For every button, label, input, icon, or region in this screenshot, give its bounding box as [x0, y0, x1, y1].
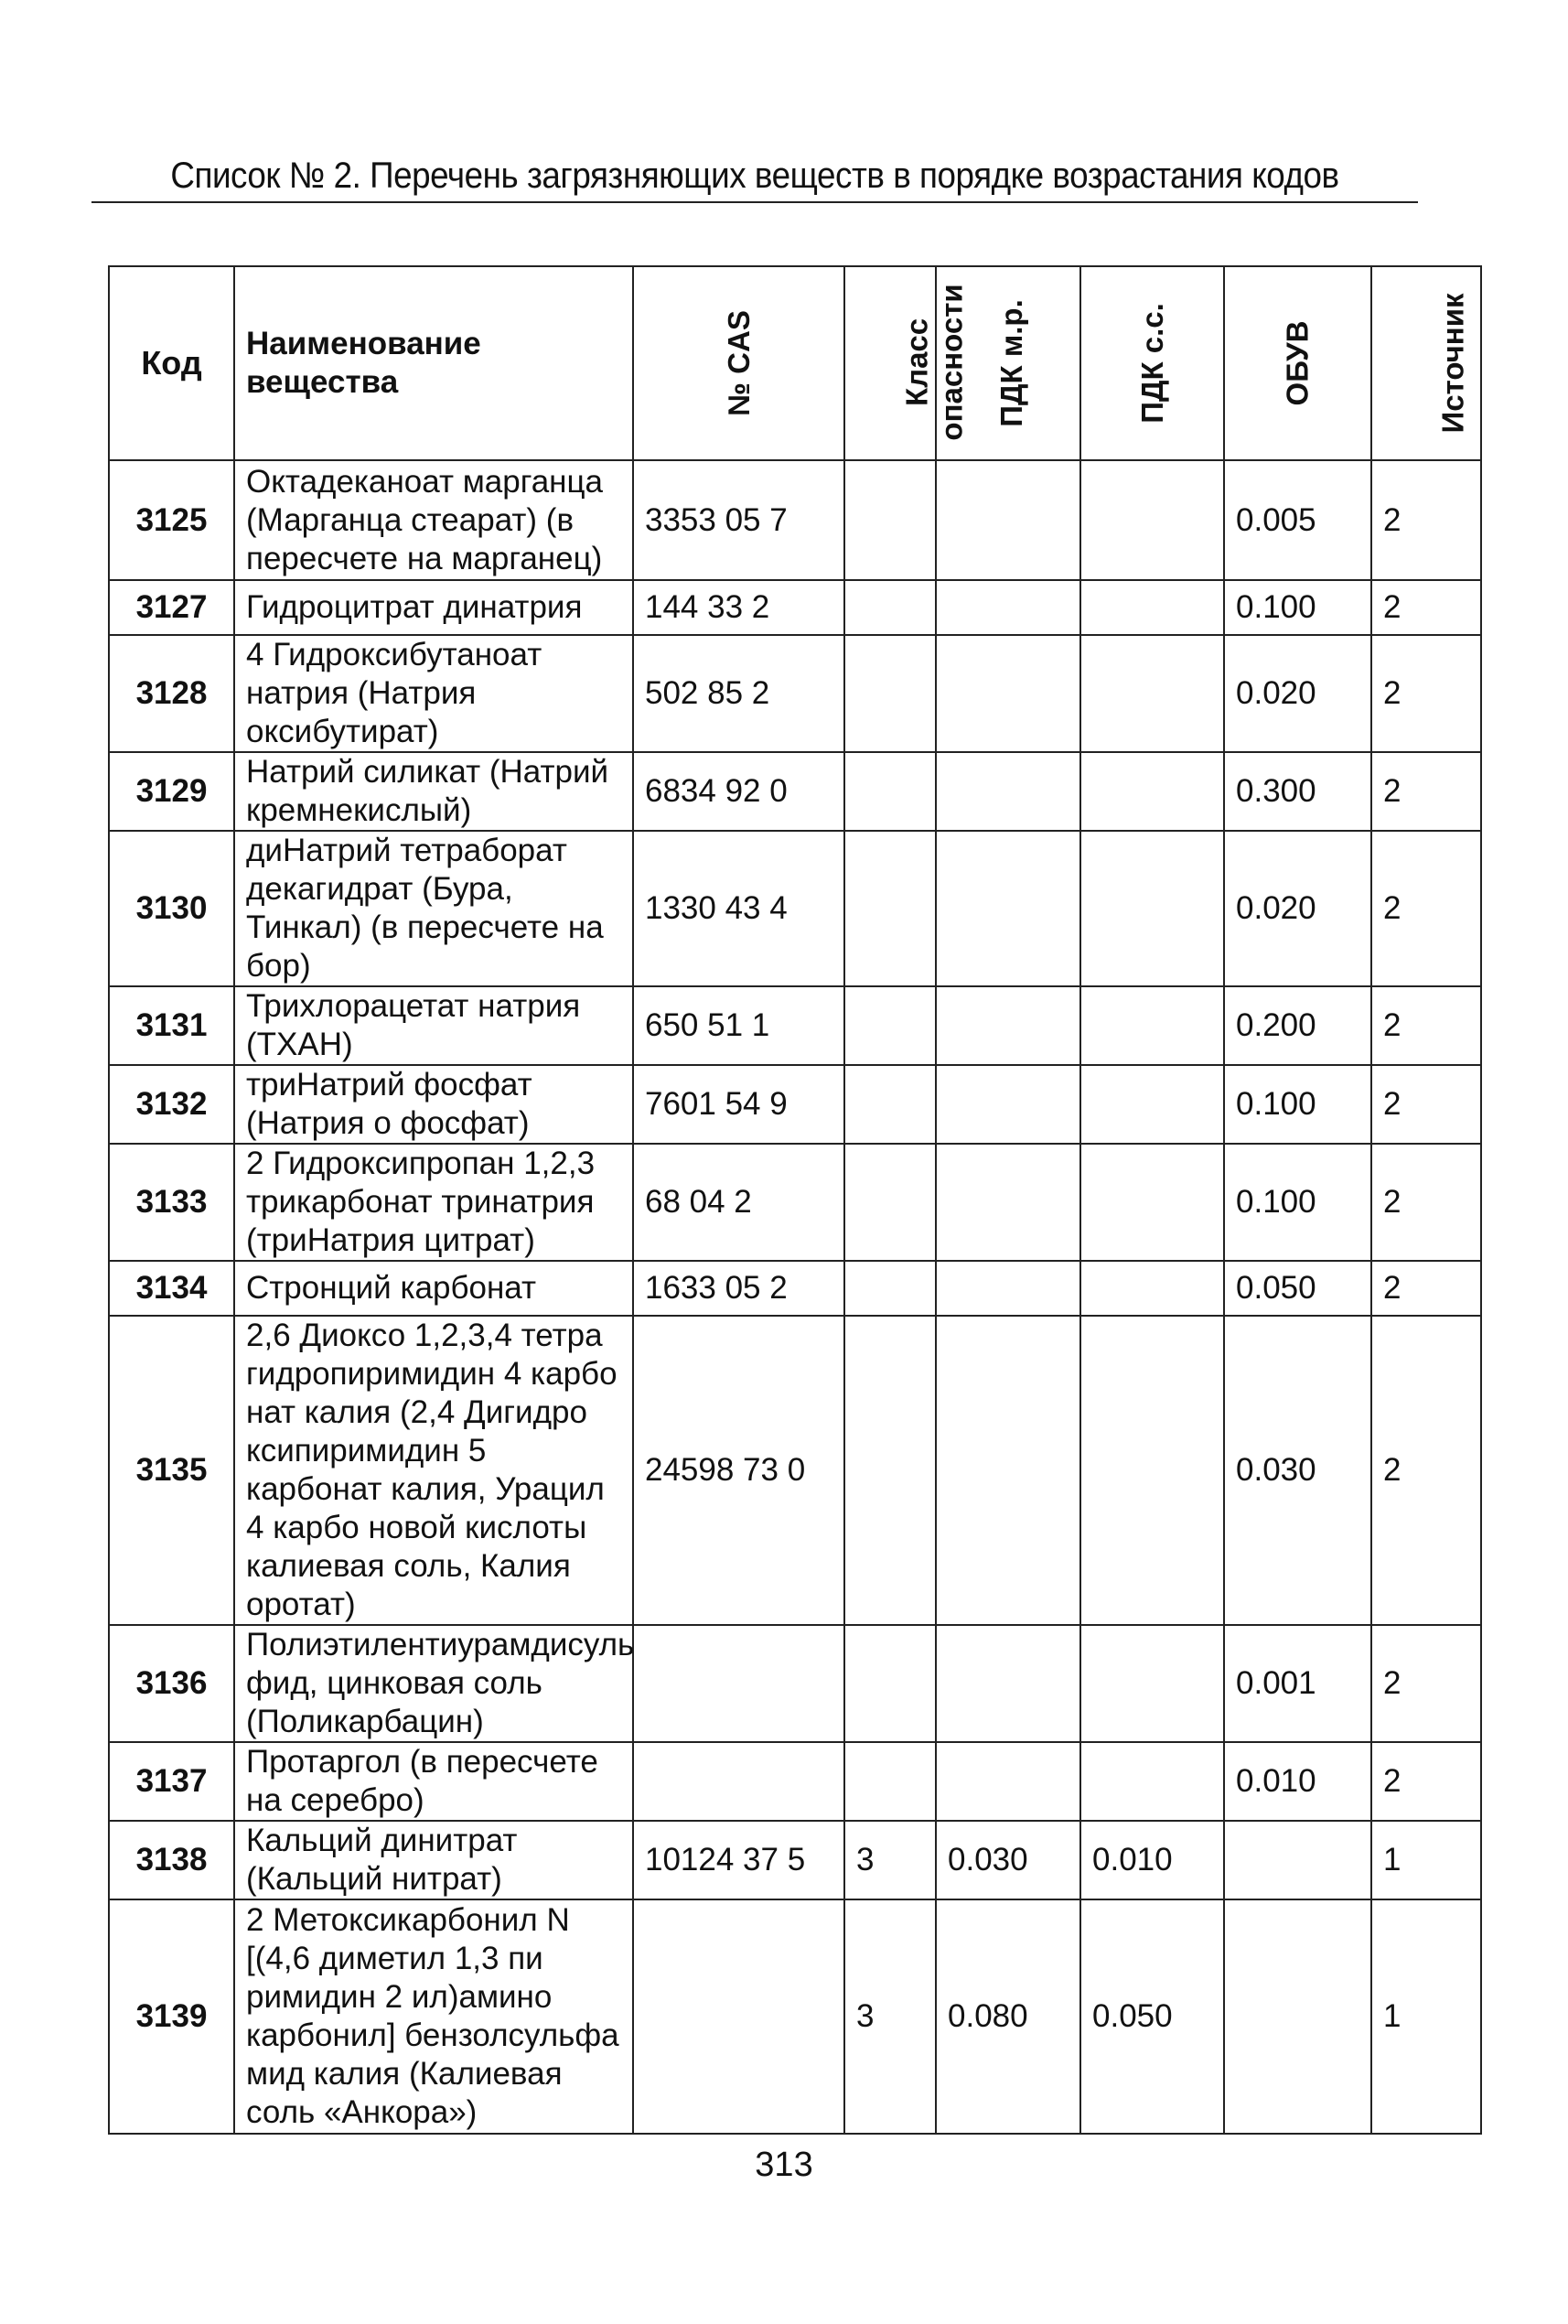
cell-cas: 502 85 2	[633, 635, 844, 752]
page-number: 313	[755, 2146, 813, 2184]
cell-hazard	[844, 460, 936, 580]
cell-name: Октадеканоат марганца (Марганца стеарат) (в пересчете на марганец)	[234, 460, 633, 580]
cell-hazard	[844, 1065, 936, 1144]
header-code: Код	[109, 266, 234, 460]
cell-cas: 144 33 2	[633, 580, 844, 635]
cell-cas: 1633 05 2	[633, 1261, 844, 1316]
cell-name: Натрий силикат (Натрий кремнекислый)	[234, 752, 633, 831]
cell-source: 2	[1371, 1261, 1481, 1316]
cell-pdk-ss	[1080, 1261, 1224, 1316]
cell-source: 2	[1371, 752, 1481, 831]
table-row	[109, 986, 1481, 1065]
header-hazard-class	[844, 266, 969, 460]
cell-source: 2	[1371, 1316, 1481, 1625]
page-title: Список № 2. Перечень загрязняющих веществ в порядке возрастания кодов	[170, 156, 1339, 196]
table-header-row	[109, 266, 1481, 460]
cell-pdk-mr	[936, 1742, 1080, 1821]
cell-source: 1	[1371, 1821, 1481, 1899]
cell-cas: 1330 43 4	[633, 831, 844, 986]
cell-obuv: 0.010	[1224, 1742, 1371, 1821]
cell-hazard	[844, 1261, 936, 1316]
table-row	[109, 752, 1481, 831]
header-source	[1371, 266, 1481, 460]
header-name: Наименование вещества	[234, 266, 633, 460]
cell-pdk-mr	[936, 1625, 1080, 1742]
cell-pdk-mr	[936, 1065, 1080, 1144]
cell-cas: 6834 92 0	[633, 752, 844, 831]
cell-obuv: 0.030	[1224, 1316, 1371, 1625]
cell-hazard	[844, 635, 936, 752]
table-row	[109, 580, 1481, 635]
cell-pdk-ss	[1080, 580, 1224, 635]
cell-pdk-ss	[1080, 1625, 1224, 1742]
cell-name: 2,6 Диоксо 1,2,3,4 тетра гидропиримидин 4 карбо нат калия (2,4 Дигидро ксипиримидин 5 карбонат калия, Урацил 4 карбо новой кислоты калиевая соль, Калия оротат)	[234, 1316, 633, 1625]
header-hazard-line2: опасности	[934, 284, 969, 441]
cell-source: 2	[1371, 1742, 1481, 1821]
cell-pdk-mr	[936, 460, 1080, 580]
cell-pdk-mr	[936, 986, 1080, 1065]
cell-pdk-mr	[936, 635, 1080, 752]
cell-code: 3133	[109, 1144, 234, 1261]
cell-obuv: 0.050	[1224, 1261, 1371, 1316]
cell-pdk-mr	[936, 831, 1080, 986]
cell-hazard	[844, 831, 936, 986]
cell-code: 3128	[109, 635, 234, 752]
cell-obuv: 0.100	[1224, 580, 1371, 635]
header-pdk-ss-label: ПДК с.с.	[1134, 303, 1169, 424]
cell-code: 3136	[109, 1625, 234, 1742]
header-cas	[633, 266, 844, 460]
cell-hazard	[844, 986, 936, 1065]
header-source-label: Источник	[1435, 293, 1470, 434]
cell-source: 2	[1371, 1144, 1481, 1261]
header-pdk-mr-label: ПДК м.р.	[993, 299, 1028, 427]
cell-hazard: 3	[844, 1821, 936, 1899]
cell-obuv: 0.300	[1224, 752, 1371, 831]
table-row	[109, 460, 1481, 580]
table-row	[109, 1144, 1481, 1261]
cell-code: 3139	[109, 1899, 234, 2134]
cell-pdk-mr: 0.030	[936, 1821, 1080, 1899]
cell-name: 2 Гидроксипропан 1,2,3 трикарбонат тринатрия (триНатрия цитрат)	[234, 1144, 633, 1261]
cell-source: 2	[1371, 1625, 1481, 1742]
cell-obuv: 0.200	[1224, 986, 1371, 1065]
table-row	[109, 1899, 1481, 2134]
cell-name: Полиэтилентиурамдисуль фид, цинковая соль (Поликарбацин)	[234, 1625, 633, 1742]
cell-name: 4 Гидроксибутаноат натрия (Натрия оксибутират)	[234, 635, 633, 752]
cell-pdk-ss: 0.050	[1080, 1899, 1224, 2134]
cell-cas: 650 51 1	[633, 986, 844, 1065]
cell-name: Стронций карбонат	[234, 1261, 633, 1316]
cell-code: 3137	[109, 1742, 234, 1821]
cell-code: 3134	[109, 1261, 234, 1316]
cell-pdk-ss	[1080, 1742, 1224, 1821]
cell-code: 3129	[109, 752, 234, 831]
table-row	[109, 1065, 1481, 1144]
cell-hazard	[844, 580, 936, 635]
header-obuv-label: ОБУВ	[1280, 320, 1315, 406]
table-row	[109, 1316, 1481, 1625]
substances-table	[108, 265, 1482, 2135]
cell-hazard	[844, 1742, 936, 1821]
header-pdk-ss	[1080, 266, 1224, 460]
cell-pdk-ss	[1080, 1065, 1224, 1144]
cell-hazard	[844, 1316, 936, 1625]
cell-obuv	[1224, 1899, 1371, 2134]
cell-name: Гидроцитрат динатрия	[234, 580, 633, 635]
cell-obuv: 0.100	[1224, 1144, 1371, 1261]
cell-hazard	[844, 752, 936, 831]
cell-name: триНатрий фосфат (Натрия о фосфат)	[234, 1065, 633, 1144]
header-cas-label: № CAS	[721, 310, 756, 416]
cell-source: 2	[1371, 1065, 1481, 1144]
cell-pdk-mr	[936, 1316, 1080, 1625]
cell-pdk-ss: 0.010	[1080, 1821, 1224, 1899]
cell-source: 2	[1371, 580, 1481, 635]
cell-source: 2	[1371, 831, 1481, 986]
cell-source: 2	[1371, 986, 1481, 1065]
cell-pdk-ss	[1080, 460, 1224, 580]
cell-code: 3138	[109, 1821, 234, 1899]
cell-source: 2	[1371, 460, 1481, 580]
cell-pdk-mr	[936, 580, 1080, 635]
cell-cas: 10124 37 5	[633, 1821, 844, 1899]
cell-pdk-mr: 0.080	[936, 1899, 1080, 2134]
cell-name: Трихлорацетат натрия (ТХАН)	[234, 986, 633, 1065]
cell-source: 2	[1371, 635, 1481, 752]
cell-cas: 68 04 2	[633, 1144, 844, 1261]
cell-obuv: 0.005	[1224, 460, 1371, 580]
cell-obuv: 0.100	[1224, 1065, 1371, 1144]
cell-pdk-mr	[936, 1261, 1080, 1316]
cell-pdk-ss	[1080, 831, 1224, 986]
header-obuv	[1224, 266, 1371, 460]
table-row	[109, 635, 1481, 752]
cell-source: 1	[1371, 1899, 1481, 2134]
cell-hazard: 3	[844, 1899, 936, 2134]
cell-obuv: 0.001	[1224, 1625, 1371, 1742]
cell-cas: 7601 54 9	[633, 1065, 844, 1144]
cell-obuv: 0.020	[1224, 635, 1371, 752]
table-row	[109, 1261, 1481, 1316]
cell-code: 3130	[109, 831, 234, 986]
cell-cas: 3353 05 7	[633, 460, 844, 580]
cell-obuv: 0.020	[1224, 831, 1371, 986]
cell-pdk-mr	[936, 752, 1080, 831]
cell-pdk-ss	[1080, 635, 1224, 752]
cell-obuv	[1224, 1821, 1371, 1899]
cell-code: 3125	[109, 460, 234, 580]
cell-pdk-ss	[1080, 986, 1224, 1065]
cell-pdk-ss	[1080, 1316, 1224, 1625]
cell-cas	[633, 1899, 844, 2134]
table-row	[109, 1821, 1481, 1899]
cell-name: диНатрий тетраборат декагидрат (Бура, Тинкал) (в пересчете на бор)	[234, 831, 633, 986]
cell-cas	[633, 1742, 844, 1821]
cell-code: 3131	[109, 986, 234, 1065]
cell-name: 2 Метоксикарбонил N [(4,6 диметил 1,3 пи римидин 2 ил)амино карбонил] бензолсульфа мид калия (Калиевая соль «Анкора»)	[234, 1899, 633, 2134]
header-hazard-label	[900, 284, 970, 440]
header-hazard-line1: Класс	[899, 317, 934, 407]
cell-name: Кальций динитрат (Кальций нитрат)	[234, 1821, 633, 1899]
cell-code: 3135	[109, 1316, 234, 1625]
cell-cas: 24598 73 0	[633, 1316, 844, 1625]
cell-name: Протаргол (в пересчете на серебро)	[234, 1742, 633, 1821]
cell-code: 3127	[109, 580, 234, 635]
title-underline	[91, 201, 1418, 203]
table-row	[109, 1742, 1481, 1821]
cell-pdk-ss	[1080, 752, 1224, 831]
cell-code: 3132	[109, 1065, 234, 1144]
cell-hazard	[844, 1144, 936, 1261]
table-row	[109, 1625, 1481, 1742]
cell-hazard	[844, 1625, 936, 1742]
table-row	[109, 831, 1481, 986]
cell-cas	[633, 1625, 844, 1742]
cell-pdk-ss	[1080, 1144, 1224, 1261]
cell-pdk-mr	[936, 1144, 1080, 1261]
